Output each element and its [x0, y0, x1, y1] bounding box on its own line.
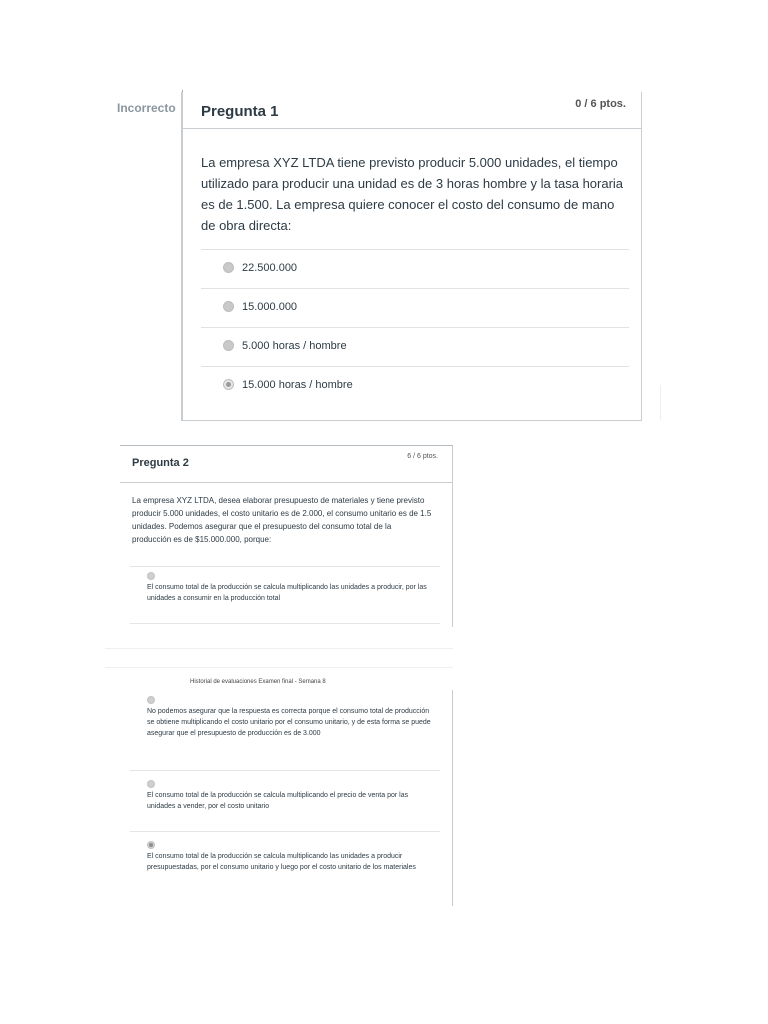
question-2-option-1[interactable] [147, 572, 437, 612]
answer-status-label: Incorrecto [117, 101, 176, 115]
question-1-option-4[interactable] [201, 366, 629, 405]
divider [130, 770, 440, 771]
radio-button[interactable] [223, 262, 234, 273]
option-label: El consumo total de la producción se calcula multiplicando el precio de venta por las unidades a vender, por el costo unitario [147, 792, 409, 810]
question-2-points: 6 / 6 ptos. [407, 453, 438, 460]
radio-button[interactable] [147, 696, 155, 704]
question-2-option-2[interactable] [147, 696, 447, 756]
question-1-points: 0 / 6 ptos. [575, 98, 626, 110]
question-2-continued [120, 690, 453, 906]
radio-button-selected[interactable] [223, 379, 234, 390]
question-2-option-4[interactable] [147, 841, 437, 891]
question-2-header [120, 446, 452, 483]
question-2-card [120, 445, 453, 627]
question-1-option-3[interactable] [201, 327, 629, 366]
question-1-text: La empresa XYZ LTDA tiene previsto producir 5.000 unidades, el tiempo utilizado para producir una unidad es de 3 horas hombre y la tasa horaria es de 1.500. La empresa quiere conocer el costo del consumo de mano de obra directa: [201, 155, 624, 233]
option-label: 5.000 horas / hombre [242, 340, 347, 352]
question-1-header [183, 92, 641, 129]
radio-button[interactable] [147, 780, 155, 788]
question-1-card [181, 92, 642, 421]
radio-button[interactable] [223, 301, 234, 312]
divider [130, 566, 440, 567]
radio-button-selected[interactable] [147, 841, 155, 849]
divider [130, 623, 440, 624]
radio-button[interactable] [223, 340, 234, 351]
page-header: Historial de evaluaciones Examen final - Semana 8 [190, 679, 326, 685]
option-label: No podemos asegurar que la respuesta es correcta porque el consumo total de producción se obtiene multiplicando el costo unitario por el consumo unitario, y de esta forma se puede asegurar que el presupuesto de producción es de 3.000 [147, 708, 431, 737]
question-1-option-1[interactable] [201, 249, 629, 288]
option-label: El consumo total de la producción se calcula multiplicando las unidades a producir, por las unidades a consumir en la producción total [147, 584, 427, 602]
question-1-option-2[interactable] [201, 288, 629, 327]
option-label: 22.500.000 [242, 262, 298, 274]
question-1-title: Pregunta 1 [201, 103, 279, 120]
divider [130, 831, 440, 832]
option-label: 15.000 horas / hombre [242, 379, 353, 391]
question-2-option-3[interactable] [147, 780, 437, 815]
page-break-line [105, 667, 453, 668]
divider [660, 385, 661, 420]
option-label: El consumo total de la producción se calcula multiplicando las unidades a producir presupuestadas, por el consumo unitario y luego por el costo unitario de los materiales [147, 853, 416, 871]
page-break-line [105, 648, 453, 649]
option-label: 15.000.000 [242, 301, 298, 313]
radio-button[interactable] [147, 572, 155, 580]
question-2-text: La empresa XYZ LTDA, desea elaborar presupuesto de materiales y tiene previsto producir 5.000 unidades, el costo unitario es de 2.000, el consumo unitario es de 1.5 unidades. Podemos asegurar que el presupuesto del consumo total de la producción es de $15.000.000, porque: [132, 496, 432, 544]
question-2-title: Pregunta 2 [132, 457, 189, 469]
